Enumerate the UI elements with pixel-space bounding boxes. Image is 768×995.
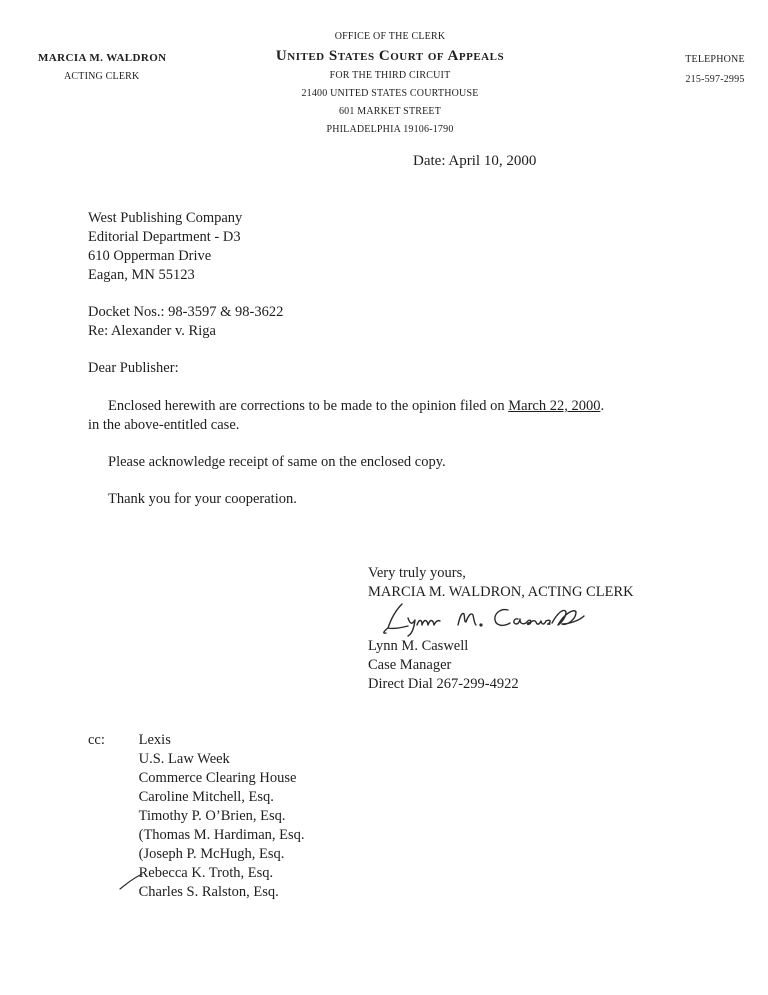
cc-recipient: Commerce Clearing House	[138, 770, 297, 786]
paragraph-1-text: Enclosed herewith are corrections to be made to the opinion filed on	[108, 398, 509, 414]
paragraph-1-period: .	[600, 398, 605, 414]
salutation: Dear Publisher:	[88, 360, 179, 376]
cc-recipient: Rebecca K. Troth, Esq.	[138, 865, 274, 881]
signer-name: Lynn M. Caswell	[368, 638, 469, 654]
clerk-title: ACTING CLERK	[64, 71, 140, 82]
cc-recipient: (Joseph P. McHugh, Esq.	[138, 846, 285, 862]
address-line-3: PHILADELPHIA 19106-1790	[326, 124, 454, 135]
telephone-number: 215-597-2995	[685, 74, 745, 85]
address-line-1: 21400 UNITED STATES COURTHOUSE	[301, 88, 479, 99]
cc-recipient: (Thomas M. Hardiman, Esq.	[138, 827, 305, 843]
recipient-line: Editorial Department - D3	[88, 229, 241, 245]
cc-label: cc:	[88, 732, 105, 748]
recipient-address	[88, 209, 242, 285]
recipient-line: West Publishing Company	[88, 210, 243, 226]
cc-recipient: Charles S. Ralston, Esq.	[138, 884, 279, 900]
recipient-line: Eagan, MN 55123	[88, 267, 195, 283]
cc-recipient: Caroline Mitchell, Esq.	[138, 789, 274, 805]
office-label: OFFICE OF THE CLERK	[334, 31, 446, 42]
court-name: United States Court of Appeals	[275, 48, 505, 64]
opinion-filed-date: March 22, 2000	[508, 398, 601, 414]
signature-block	[368, 637, 519, 694]
letterhead-center	[240, 28, 540, 139]
cc-recipient: Timothy P. O’Brien, Esq.	[138, 808, 286, 824]
letter-date: Date: April 10, 2000	[413, 153, 537, 169]
cc-recipient: Lexis	[138, 732, 171, 748]
valediction: Very truly yours,	[368, 565, 466, 581]
telephone-label: TELEPHONE	[685, 54, 745, 65]
cc-recipient: U.S. Law Week	[138, 751, 230, 767]
letterhead-left	[38, 52, 188, 82]
docket-block	[88, 303, 283, 341]
direct-dial: Direct Dial 267-299-4922	[368, 676, 519, 692]
body-paragraph-3: Thank you for your cooperation.	[108, 491, 297, 507]
body-paragraph-1	[88, 397, 678, 435]
paragraph-1-line-2: in the above-entitled case.	[88, 417, 240, 433]
check-mark-icon	[118, 872, 144, 892]
clerk-name: MARCIA M. WALDRON	[38, 52, 167, 64]
signer-title: Case Manager	[368, 657, 452, 673]
docket-numbers: Docket Nos.: 98-3597 & 98-3622	[88, 304, 284, 320]
recipient-line: 610 Opperman Drive	[88, 248, 212, 264]
closing-block	[368, 564, 634, 602]
paragraph-1-line-1	[88, 397, 678, 416]
circuit-label: FOR THE THIRD CIRCUIT	[329, 70, 451, 81]
handwritten-signature	[380, 598, 600, 638]
closing-office-line: MARCIA M. WALDRON, ACTING CLERK	[368, 584, 634, 600]
letterhead-right	[670, 54, 760, 85]
cc-list	[139, 731, 305, 902]
address-line-2: 601 MARKET STREET	[338, 106, 442, 117]
body-paragraph-2: Please acknowledge receipt of same on the enclosed copy.	[108, 454, 446, 470]
case-reference: Re: Alexander v. Riga	[88, 323, 216, 339]
